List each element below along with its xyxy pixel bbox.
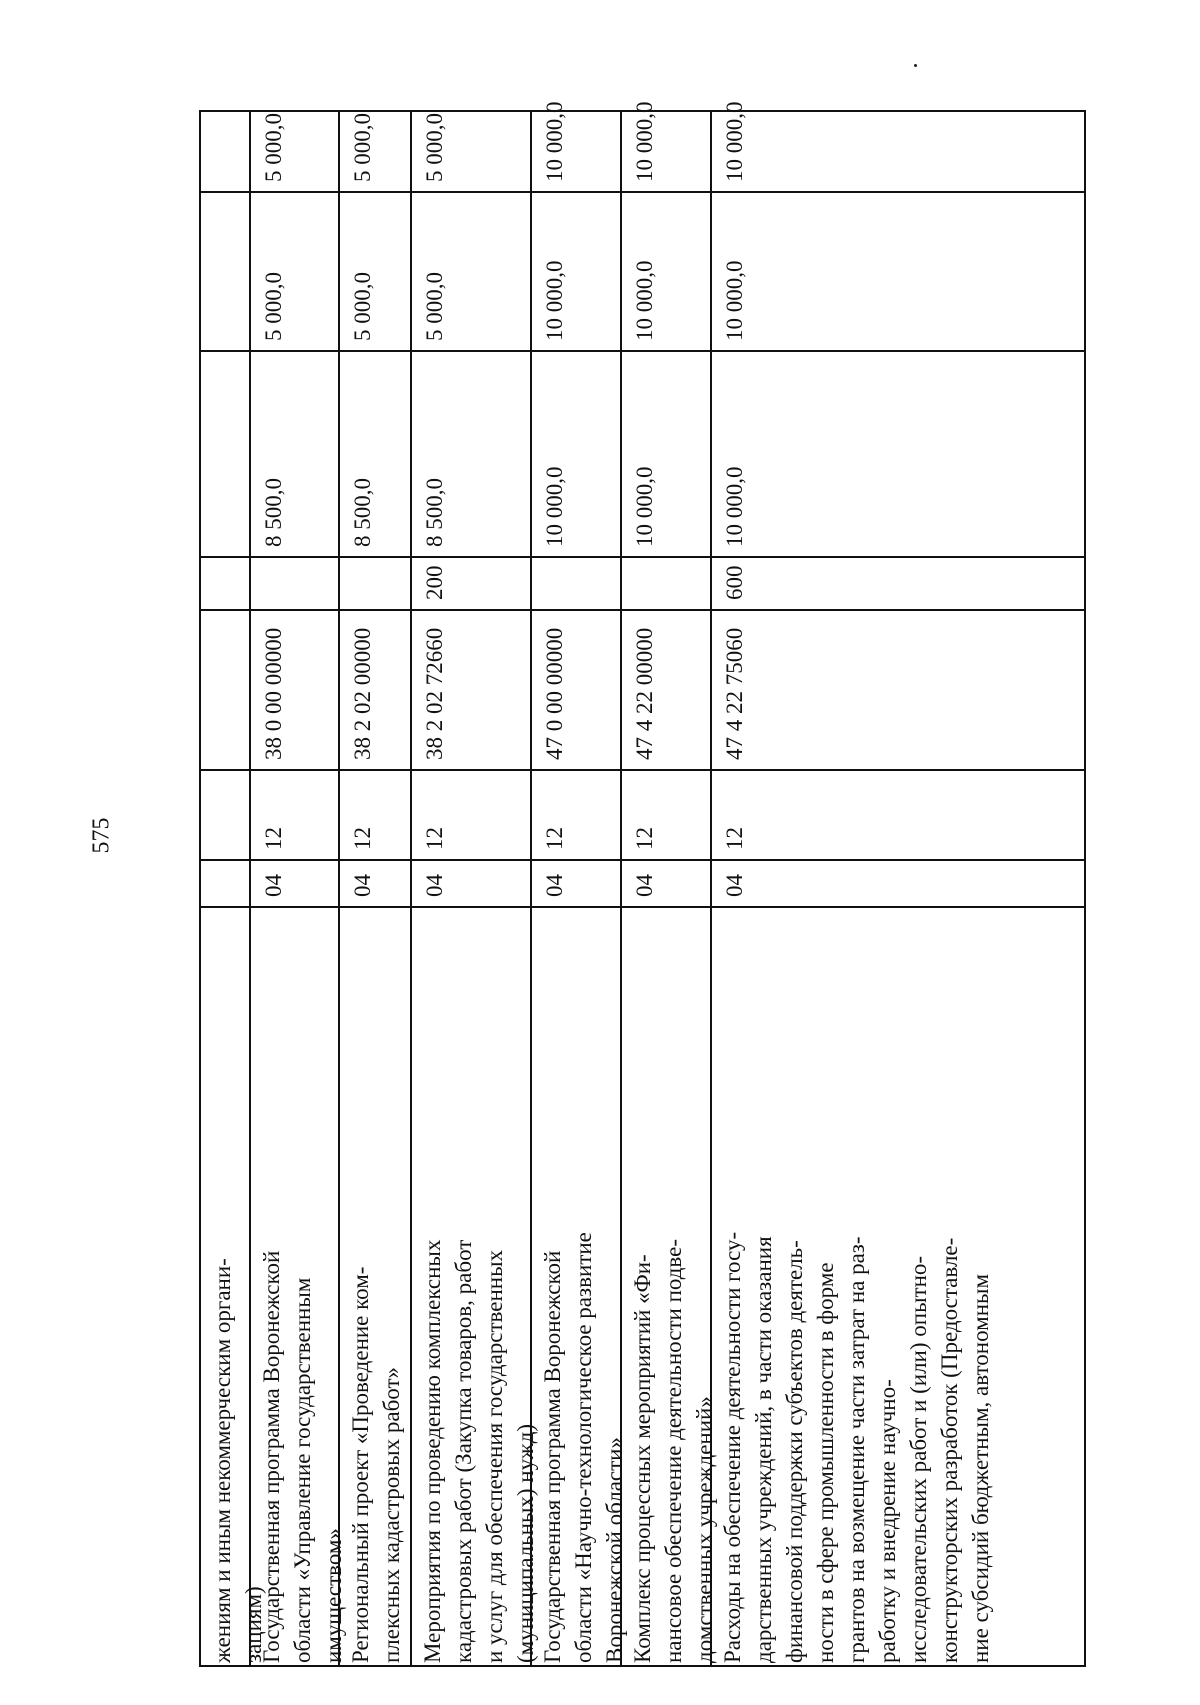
cell-y3: 10 000,0 xyxy=(632,101,657,182)
cell-y2: 5 000,0 xyxy=(350,272,375,341)
row-name: Государственная программа Воронежской области «Управление государственным имуществом» xyxy=(259,1250,346,1663)
row-name: Мероприятия по проведению комплексных кадастровых работ (Закупка товаров, работ и услуг для обеспечения государственных (муниципальных) нужд) xyxy=(420,1239,538,1663)
column-separator xyxy=(201,191,1084,193)
cell-csr: 47 0 00 00000 xyxy=(542,627,567,760)
cell-y2: 10 000,0 xyxy=(542,260,567,341)
row-name: Государственная программа Воронежской области «Научно-технологическое развитие Воронежской области» xyxy=(540,1232,627,1663)
cell-razdel: 04 xyxy=(261,874,286,897)
cell-podrazdel: 12 xyxy=(350,827,375,850)
cell-y1: 10 000,0 xyxy=(722,466,747,547)
cell-podrazdel: 12 xyxy=(722,827,747,850)
cell-razdel: 04 xyxy=(350,874,375,897)
cell-y3: 10 000,0 xyxy=(722,101,747,182)
cell-razdel: 04 xyxy=(422,874,447,897)
column-separator xyxy=(201,769,1084,771)
cell-csr: 47 4 22 00000 xyxy=(632,627,657,760)
cell-y2: 5 000,0 xyxy=(422,272,447,341)
row-name: Комплекс процессных мероприятий «Фи- нансовое обеспечение деятельности подве- домственных учреждений» xyxy=(630,1238,717,1663)
cell-podrazdel: 12 xyxy=(261,827,286,850)
cell-y2: 5 000,0 xyxy=(261,272,286,341)
cell-vr: 200 xyxy=(422,565,447,600)
cell-y1: 10 000,0 xyxy=(632,466,657,547)
cell-csr: 47 4 22 75060 xyxy=(722,627,747,760)
cell-y3: 10 000,0 xyxy=(542,101,567,182)
cell-razdel: 04 xyxy=(722,874,747,897)
budget-table xyxy=(199,101,1086,1667)
row-name: Расходы на обеспечение деятельности госу- дарственных учреждений, в части оказания финансовой поддержки субъектов деятель- ности в сфере промышленности в форме грантов на возмещение части затрат на раз- работку и внедрение научно- исследовательских работ и (или) опытно- конструкторских разработок (Предоставле- ние субсидий бюджетным, автономным xyxy=(720,1231,993,1663)
column-separator xyxy=(201,906,1084,908)
cell-podrazdel: 12 xyxy=(422,827,447,850)
column-separator xyxy=(201,556,1084,558)
cell-y1: 8 500,0 xyxy=(422,478,447,547)
cell-y1: 8 500,0 xyxy=(350,478,375,547)
cell-csr: 38 2 02 00000 xyxy=(350,627,375,760)
cell-podrazdel: 12 xyxy=(632,827,657,850)
row-name: Региональный проект «Проведение ком- плексных кадастровых работ» xyxy=(348,1266,404,1663)
cell-y3: 5 000,0 xyxy=(261,113,286,182)
cell-vr: 600 xyxy=(722,565,747,600)
cell-podrazdel: 12 xyxy=(542,827,567,850)
cell-y1: 10 000,0 xyxy=(542,466,567,547)
page-number: 575 xyxy=(88,817,115,854)
scan-speck xyxy=(914,64,917,67)
column-separator xyxy=(201,859,1084,861)
cell-csr: 38 0 00 00000 xyxy=(261,627,286,760)
cell-csr: 38 2 02 72660 xyxy=(422,627,447,760)
column-separator xyxy=(201,609,1084,611)
cell-razdel: 04 xyxy=(542,874,567,897)
cell-y2: 10 000,0 xyxy=(722,260,747,341)
row-name: жениям и иным некоммерческим органи- зациям) xyxy=(210,1258,266,1663)
cell-y3: 5 000,0 xyxy=(422,113,447,182)
cell-y3: 5 000,0 xyxy=(350,113,375,182)
cell-y2: 10 000,0 xyxy=(632,260,657,341)
row-separator xyxy=(410,112,412,1665)
column-separator xyxy=(201,350,1084,352)
cell-y1: 8 500,0 xyxy=(261,478,286,547)
cell-razdel: 04 xyxy=(632,874,657,897)
